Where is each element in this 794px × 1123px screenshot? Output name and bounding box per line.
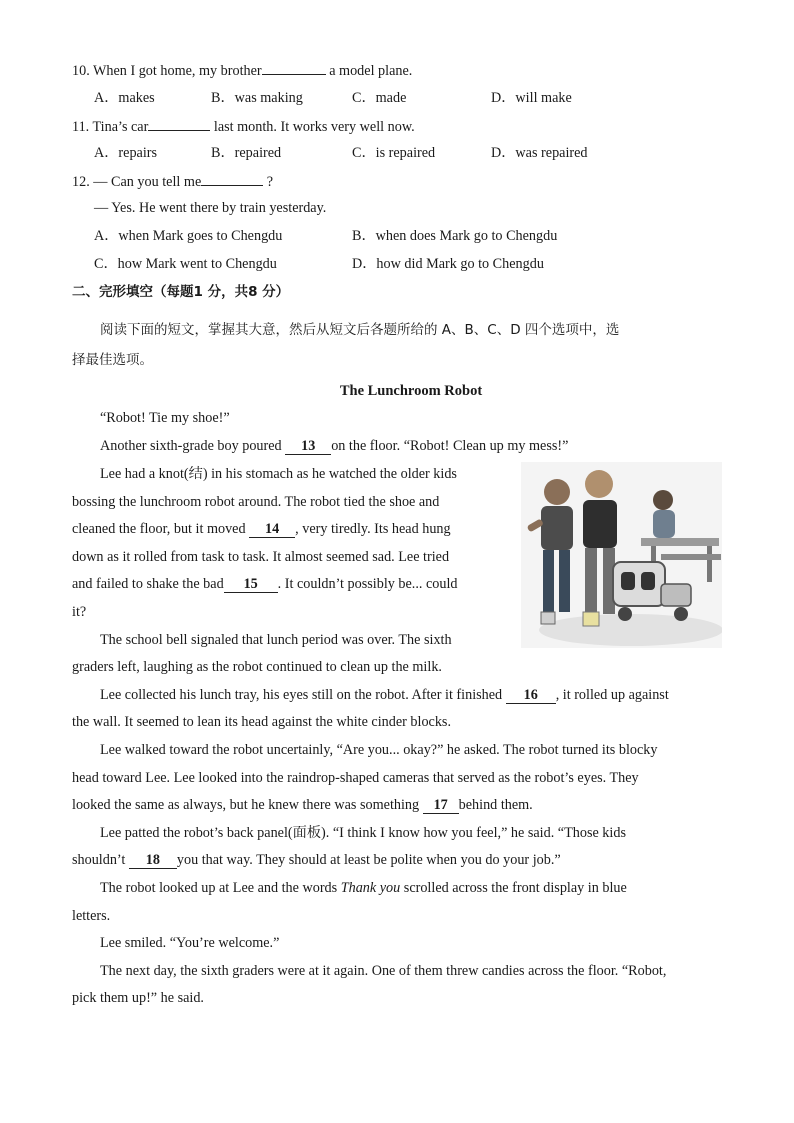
text-span: looked the same as always, but he knew there was something	[72, 797, 423, 813]
q11-option-b: B．repaired	[211, 145, 282, 161]
text-span: you that way. They should at least be polite when you do your job.”	[176, 852, 561, 868]
passage-p8-line2: letters.	[72, 908, 111, 924]
text-span: shouldn’t	[72, 852, 129, 868]
q10-blank	[262, 60, 326, 75]
q10-option-c: C．made	[352, 90, 407, 106]
q12-suffix: ?	[263, 174, 274, 190]
text-span: The robot looked up at Lee and the words	[100, 880, 341, 896]
q11-prefix: 11. Tina’s car	[72, 119, 149, 135]
q10-option-b: B．was making	[211, 90, 303, 106]
q11-option-c: C．is repaired	[352, 145, 436, 161]
text-span: . It couldn’t possibly be... could	[277, 576, 458, 592]
text-span: , very tiredly. Its head hung	[295, 521, 451, 537]
q12-stem	[72, 171, 273, 192]
passage-p3-line1: Lee had a knot(结) in his stomach as he watched the older kids	[100, 466, 457, 482]
q12-option-a: A．when Mark goes to Chengdu	[94, 228, 283, 244]
q12-prefix: 12. — Can you tell me	[72, 174, 202, 190]
passage-p6-line3	[72, 795, 533, 815]
passage-p7-line1: Lee patted the robot’s back panel(面板). “I think I know how you feel,” he said. “Those kids	[100, 825, 626, 841]
passage-p4-line2: graders left, laughing as the robot continued to clean up the milk.	[72, 659, 442, 675]
q11-blank	[148, 116, 210, 131]
q10-option-d: D．will make	[491, 90, 572, 106]
text-span: and failed to shake the bad	[72, 576, 224, 592]
q10-stem	[72, 60, 412, 81]
section-instruction-line2: 择最佳选项。	[72, 352, 153, 368]
q12-answer: — Yes. He went there by train yesterday.	[94, 200, 327, 216]
passage-p4-line1: The school bell signaled that lunch period was over. The sixth	[100, 632, 452, 648]
text-span: on the floor. “Robot! Clean up my mess!”	[331, 438, 569, 454]
lunchroom-robot-illustration	[521, 462, 722, 648]
text-span: behind them.	[458, 797, 533, 813]
passage-p3-line6: it?	[72, 604, 87, 620]
passage-p8-line1	[100, 878, 627, 898]
q12-blank	[201, 171, 263, 186]
passage-p5-line2: the wall. It seemed to lean its head against the white cinder blocks.	[72, 714, 452, 730]
q11-option-d: D．was repaired	[491, 145, 588, 161]
q11-stem	[72, 116, 415, 137]
text-span: scrolled across the front display in blue	[400, 880, 627, 896]
text-span: , it rolled up against	[555, 687, 669, 703]
blank-17: 17	[423, 797, 459, 814]
section-heading: 二、完形填空（每题1 分，共8 分）	[72, 284, 290, 300]
passage-p6-line1: Lee walked toward the robot uncertainly, “Are you... okay?” he asked. The robot turned its blocky	[100, 742, 658, 758]
blank-13: 13	[285, 438, 331, 455]
q12-option-b: B．when does Mark go to Chengdu	[352, 228, 558, 244]
q12-option-c: C．how Mark went to Chengdu	[94, 256, 277, 272]
passage-p5-line1	[100, 685, 669, 705]
passage-p1: “Robot! Tie my shoe!”	[100, 410, 230, 426]
passage-p10-line2: pick them up!” he said.	[72, 990, 204, 1006]
section-instruction-line1: 阅读下面的短文，掌握其大意，然后从短文后各题所给的 A、B、C、D 四个选项中，选	[100, 322, 620, 338]
passage-p3-line5	[72, 574, 458, 594]
text-span: Another sixth-grade boy poured	[100, 438, 286, 454]
q11-suffix: last month. It works very well now.	[210, 119, 415, 135]
passage-p3-line4: down as it rolled from task to task. It almost seemed sad. Lee tried	[72, 549, 450, 565]
q10-prefix: 10. When I got home, my brother	[72, 63, 262, 79]
q12-option-d: D．how did Mark go to Chengdu	[352, 256, 544, 272]
q10-suffix: a model plane.	[325, 63, 413, 79]
passage-p3-line3	[72, 519, 451, 539]
text-span: cleaned the floor, but it moved	[72, 521, 250, 537]
passage-p10-line1: The next day, the sixth graders were at it again. One of them threw candies across the floor. “Robot,	[100, 963, 667, 979]
passage-p3-line2: bossing the lunchroom robot around. The robot tied the shoe and	[72, 494, 440, 510]
italic-text: Thank you	[340, 880, 401, 896]
text-span: Lee collected his lunch tray, his eyes still on the robot. After it finished	[100, 687, 506, 703]
passage-p9: Lee smiled. “You’re welcome.”	[100, 935, 280, 951]
blank-14: 14	[249, 521, 295, 538]
passage-p2	[100, 436, 568, 456]
q11-option-a: A．repairs	[94, 145, 158, 161]
blank-18: 18	[129, 852, 177, 869]
blank-16: 16	[506, 687, 556, 704]
passage-title: The Lunchroom Robot	[339, 383, 483, 399]
passage-p6-line2: head toward Lee. Lee looked into the raindrop-shaped cameras that served as the robot’s eyes. They	[72, 770, 639, 786]
blank-15: 15	[224, 576, 278, 593]
passage-p7-line2	[72, 850, 561, 870]
q10-option-a: A．makes	[94, 90, 155, 106]
